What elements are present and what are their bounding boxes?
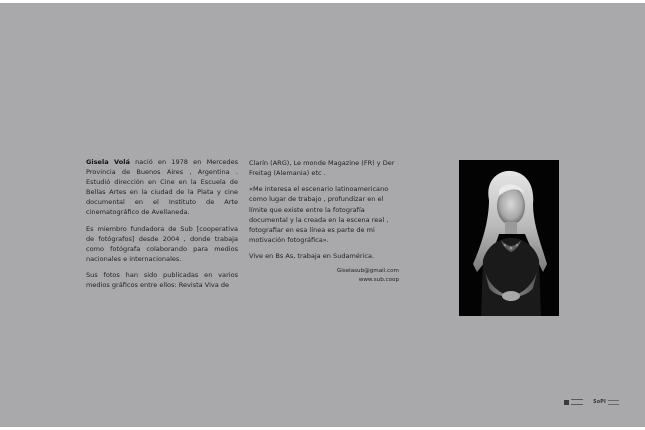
bio-paragraph-publications: Sus fotos han sido publicadas en varios medios gráficos entre ellos: Revista Viva de: [86, 271, 238, 290]
bio-quote: «Me interesa el escenario latinoamericano como lugar de trabajo , profundizar en el límite que existe entre la fotografía documental y la creada en la escena real , fotografiar en esa línea es parte de mi motivación fotográfica».: [249, 185, 389, 244]
photographer-name: Gisela Volá: [86, 158, 130, 166]
bio-paragraph-publications-continued: Clarín (ARG), Le monde Magazine (FR) y Der Freitag (Alemania) etc .: [249, 159, 395, 178]
bio-column-middle: [249, 158, 401, 267]
institution-logo: [564, 399, 583, 405]
sopi-logo-text: SoPI: [593, 399, 606, 405]
contact-block: [300, 267, 399, 284]
contact-email: Giselasub@gmail.com: [336, 268, 399, 274]
contact-website: www.sub.coop: [358, 276, 399, 283]
bio-paragraph-intro: [86, 157, 238, 218]
bio-paragraph-cooperative: Es miembro fundadora de Sub [cooperativa de fotógrafos] desde 2004 , donde trabaja como fotógrafa colaborando para medios nacionales e internacionales.: [86, 224, 238, 264]
bio-column-left: [86, 157, 238, 297]
sopi-logo-lines-icon: [608, 400, 619, 405]
book-page: [0, 3, 645, 427]
portrait-photo: [459, 160, 559, 316]
logo-lines-icon: [571, 399, 583, 405]
logo-square-icon: [564, 400, 569, 405]
bio-location: Vive en Bs As, trabaja en Sudamérica.: [249, 252, 375, 261]
portrait-figure: [459, 160, 559, 316]
footer-logos: [564, 399, 619, 405]
bio-intro-text: nació en 1978 en Mercedes Provincia de Buenos Aires , Argentina . Estudió dirección en Cine en la Escuela de Bellas Artes en la ciudad de la Plata y cine documental en el Instituto de Arte cinematográfico de Avellaneda.: [86, 158, 239, 217]
sopi-logo: [593, 400, 619, 405]
